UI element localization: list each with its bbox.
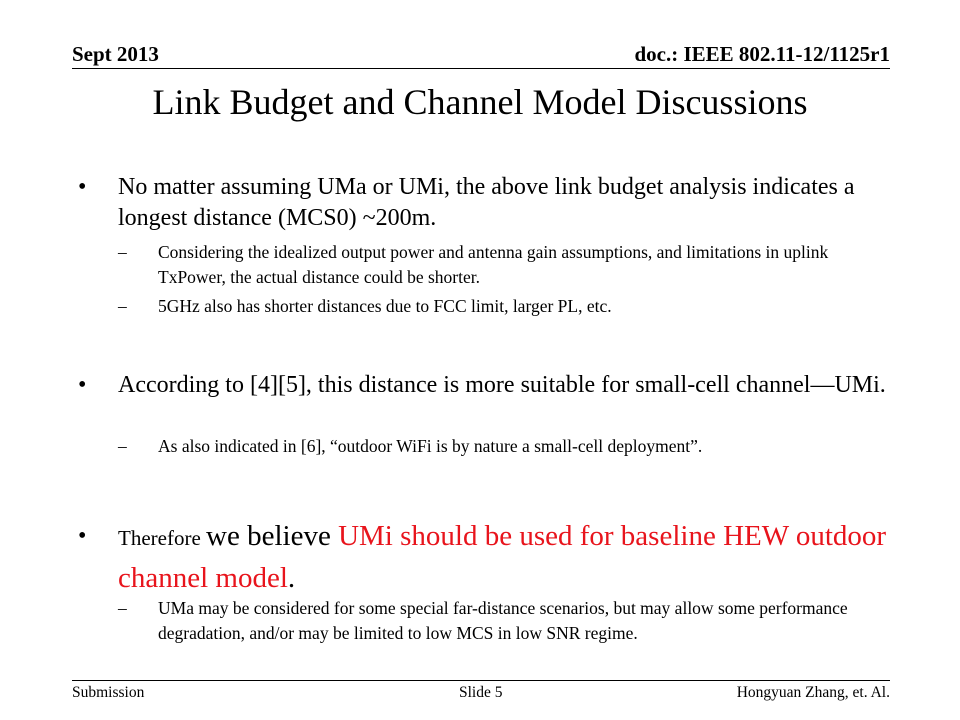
bullet-link-budget bbox=[78, 172, 908, 234]
conclusion-believe: we believe bbox=[206, 520, 339, 552]
sub-bullet-idealized bbox=[118, 240, 898, 290]
sub-bullet-text: As also indicated in [6], “outdoor WiFi is by nature a small-cell deployment”. bbox=[158, 436, 703, 456]
bullet-text: According to [4][5], this distance is more suitable for small-cell channel—UMi. bbox=[118, 372, 886, 398]
bullet-conclusion bbox=[78, 516, 908, 600]
conclusion-period: . bbox=[287, 562, 296, 594]
sub-bullet-outdoor-wifi bbox=[118, 434, 898, 459]
slide-title: Link Budget and Channel Model Discussions bbox=[152, 82, 808, 122]
sub-bullet-5ghz bbox=[118, 294, 898, 319]
bullet-text bbox=[118, 516, 908, 600]
bullet-icon: • bbox=[78, 174, 87, 200]
bullet-small-cell bbox=[78, 370, 908, 401]
bullet-icon: • bbox=[78, 523, 87, 549]
bullet-icon: • bbox=[78, 372, 87, 398]
sub-bullet-text: 5GHz also has shorter distances due to FCC limit, larger PL, etc. bbox=[158, 296, 612, 316]
bullet-text: No matter assuming UMa or UMi, the above link budget analysis indicates a longest distance (MCS0) ~200m. bbox=[118, 174, 855, 231]
header-divider bbox=[72, 68, 890, 69]
sub-bullet-text: Considering the idealized output power and antenna gain assumptions, and limitations in uplink TxPower, the actual distance could be shorter. bbox=[158, 242, 829, 287]
dash-icon: – bbox=[118, 598, 127, 618]
sub-bullet-uma bbox=[118, 596, 898, 646]
footer-submission: Submission bbox=[72, 684, 145, 701]
conclusion-emphasis: UMi should be used for baseline HEW outdoor channel model bbox=[118, 520, 887, 594]
header-doc-id: doc.: IEEE 802.11-12/1125r1 bbox=[634, 42, 890, 66]
conclusion-lead: Therefore bbox=[118, 526, 207, 550]
header-date: Sept 2013 bbox=[72, 42, 159, 66]
sub-bullet-text: UMa may be considered for some special far-distance scenarios, but may allow some performance degradation, and/or may be limited to low MCS in low SNR regime. bbox=[158, 598, 848, 643]
footer-slide-number: Slide 5 bbox=[459, 684, 503, 701]
dash-icon: – bbox=[118, 242, 127, 262]
dash-icon: – bbox=[118, 296, 127, 316]
footer-author: Hongyuan Zhang, et. Al. bbox=[736, 684, 890, 701]
footer-divider bbox=[72, 680, 890, 681]
dash-icon: – bbox=[118, 436, 127, 456]
